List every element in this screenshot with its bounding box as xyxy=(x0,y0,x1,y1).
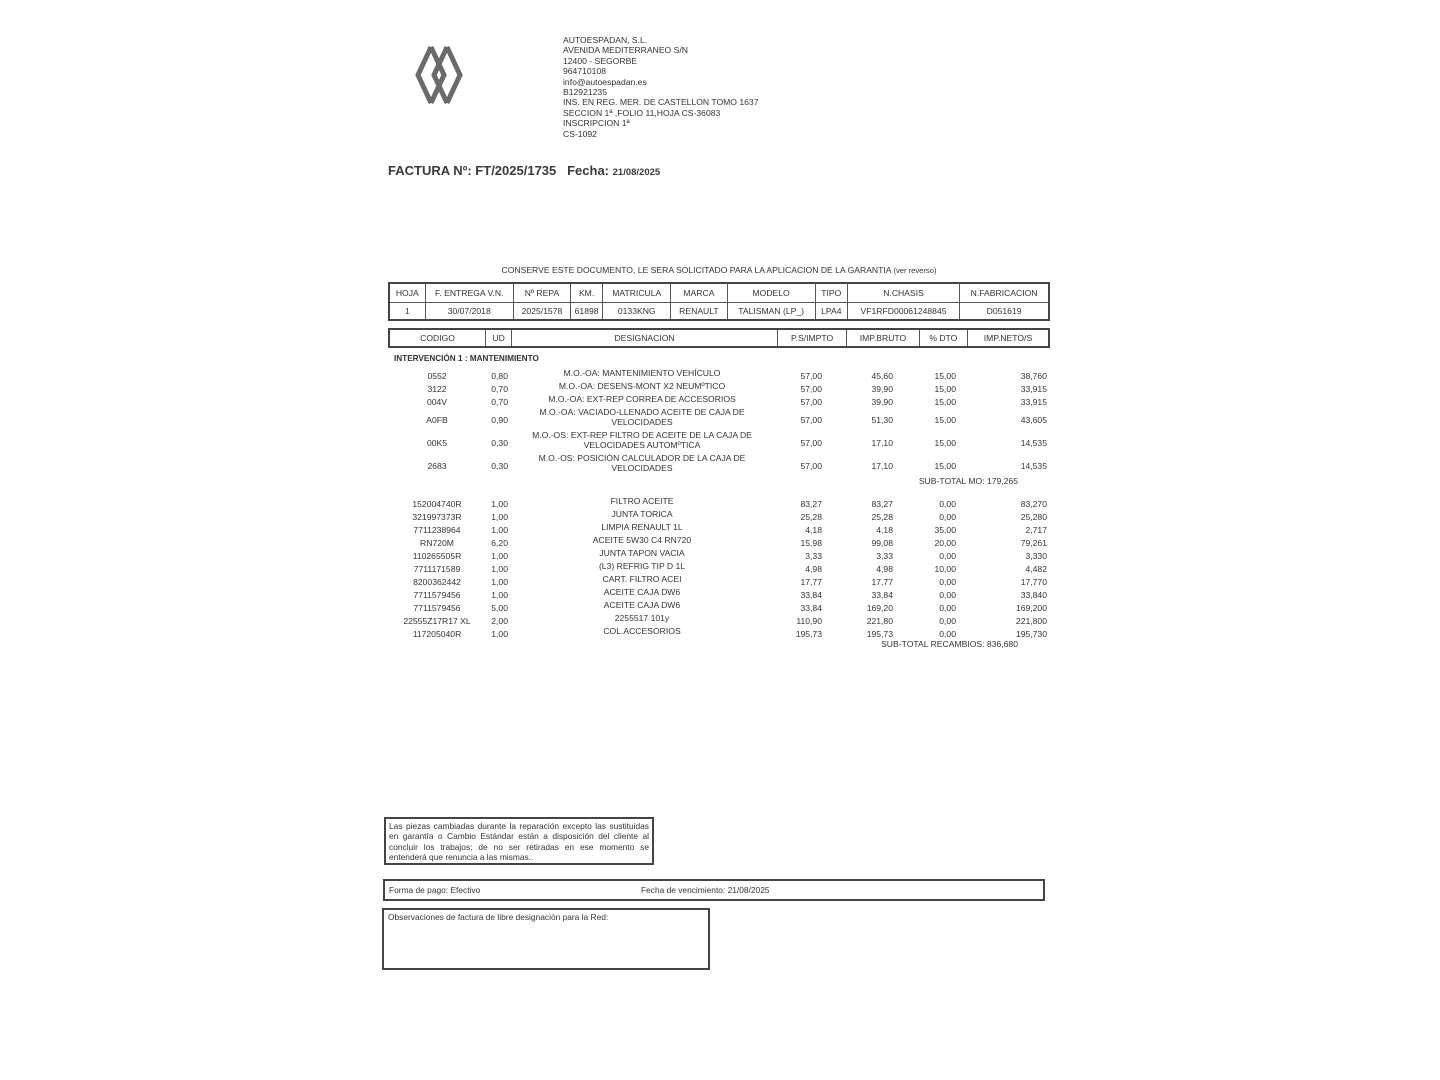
line-units: 1,00 xyxy=(491,563,508,574)
vehicle-table xyxy=(388,282,1050,321)
labour-line xyxy=(388,394,1050,407)
line-unit-price: 57,00 xyxy=(800,370,822,381)
vehicle-value-cell: 2025/1578 xyxy=(513,302,570,320)
observations-box xyxy=(382,908,710,970)
line-net: 25,280 xyxy=(1020,511,1047,522)
line-designation: JUNTA TAPON VACIA xyxy=(599,548,685,558)
vehicle-header-cell: TIPO xyxy=(815,283,847,302)
part-line xyxy=(388,574,1050,587)
line-units: 1,00 xyxy=(491,576,508,587)
vehicle-header-cell: MARCA xyxy=(671,283,727,302)
vehicle-value-cell: RENAULT xyxy=(671,302,727,320)
line-units: 1,00 xyxy=(491,498,508,509)
line-net: 3,330 xyxy=(1025,550,1047,561)
company-info xyxy=(563,35,758,139)
line-designation: ACEITE 5W30 C4 RN720 xyxy=(592,535,692,545)
line-units: 6,20 xyxy=(491,537,508,548)
parts-note-box xyxy=(384,817,654,865)
line-code: 7711579456 xyxy=(413,589,461,600)
payment-method: Forma de pago: Efectivo xyxy=(389,885,481,895)
parts-note-text: Las piezas cambiadas durante la reparación excepto las sustituidas en garantía o Cambio Estándar están a disposición del cliente al concluir los trabajos; de no ser retiradas en ese momento se entenderá que renuncia a las mismas.. xyxy=(389,821,649,863)
vehicle-value-cell: 30/07/2018 xyxy=(425,302,513,320)
vehicle-header-cell: MODELO xyxy=(727,283,815,302)
line-gross: 39,90 xyxy=(871,396,893,407)
line-unit-price: 57,00 xyxy=(800,414,822,425)
labour-line xyxy=(388,453,1050,476)
line-discount: 15,00 xyxy=(934,396,956,407)
line-discount: 0,00 xyxy=(939,498,956,509)
line-gross: 17,10 xyxy=(871,460,893,471)
line-gross: 25,28 xyxy=(871,511,893,522)
invoice-title xyxy=(388,163,660,178)
line-net: 169,200 xyxy=(1015,602,1047,613)
warranty-notice xyxy=(388,265,1050,275)
line-unit-price: 57,00 xyxy=(800,437,822,448)
part-line xyxy=(388,561,1050,574)
line-code: 2683 xyxy=(427,460,447,471)
line-code: 0552 xyxy=(427,370,447,381)
part-line xyxy=(388,587,1050,600)
vehicle-header-cell: MATRICULA xyxy=(603,283,671,302)
line-designation: COL.ACCESORIOS xyxy=(603,626,681,636)
parts-lines xyxy=(388,496,1050,639)
vehicle-value-cell: VF1RFD00061248845 xyxy=(847,302,959,320)
company-line: info@autoespadan.es xyxy=(563,76,647,87)
line-designation: M.O.-OA: MANTENIMIENTO VEHÍCULO xyxy=(563,368,721,378)
line-code: 117205040R xyxy=(412,628,462,639)
vehicle-header-cell: HOJA xyxy=(389,283,425,302)
line-units: 0,30 xyxy=(491,460,508,471)
line-designation: CART. FILTRO ACEI xyxy=(602,574,682,584)
vehicle-header-cell: N.FABRICACION xyxy=(960,283,1049,302)
line-units: 5,00 xyxy=(491,602,508,613)
line-net: 2,717 xyxy=(1025,524,1047,535)
line-unit-price: 110,90 xyxy=(796,615,822,626)
company-line: INS. EN REG. MER. DE CASTELLON TOMO 1637 xyxy=(563,97,759,108)
line-units: 1,00 xyxy=(491,511,508,522)
line-code: 7711579456 xyxy=(413,602,461,613)
line-discount: 0,00 xyxy=(939,511,956,522)
part-line xyxy=(388,509,1050,522)
line-unit-price: 195,73 xyxy=(795,628,822,639)
company-line: SECCION 1ª ,FOLIO 11,HOJA CS-36083 xyxy=(563,107,721,118)
observations-label: Observaciones de factura de libre designación para la Red: xyxy=(388,912,609,922)
renault-logo xyxy=(414,44,464,106)
line-unit-price: 25,28 xyxy=(800,511,822,522)
line-discount: 15,00 xyxy=(934,383,956,394)
line-units: 0,30 xyxy=(491,437,508,448)
line-units: 0,90 xyxy=(491,414,508,425)
warranty-notice-text: CONSERVE ESTE DOCUMENTO, LE SERA SOLICITADO PARA LA APLICACION DE LA GARANTIA xyxy=(501,265,892,275)
part-line xyxy=(388,535,1050,548)
line-gross: 83,27 xyxy=(871,498,893,509)
line-unit-price: 57,00 xyxy=(800,383,822,394)
line-gross: 45,60 xyxy=(871,370,893,381)
line-discount: 0,00 xyxy=(939,589,956,600)
part-line xyxy=(388,522,1050,535)
vehicle-value-cell: LPA4 xyxy=(815,302,847,320)
line-net: 195,730 xyxy=(1015,628,1047,639)
line-designation: JUNTA TORICA xyxy=(611,509,673,519)
line-code: 7711238964 xyxy=(413,524,461,535)
line-designation: 2255517 101y xyxy=(614,613,670,623)
line-discount: 15,00 xyxy=(934,414,956,425)
labour-line xyxy=(388,368,1050,381)
line-unit-price: 3,33 xyxy=(805,550,822,561)
line-designation: M.O.-OA: VACIADO-LLENADO ACEITE DE CAJA DE VELOCIDADES xyxy=(539,407,745,427)
line-units: 1,00 xyxy=(491,589,508,600)
subtotal-parts xyxy=(388,639,1050,653)
line-designation: FILTRO ACEITE xyxy=(610,496,674,506)
column-header-cell: CODIGO xyxy=(389,329,486,347)
line-code: 7711171589 xyxy=(413,563,461,574)
subtotal-mo-text: SUB-TOTAL MO: 179,265 xyxy=(918,476,1018,486)
line-gross: 99,08 xyxy=(871,537,893,548)
line-gross: 195,73 xyxy=(866,628,893,639)
payment-box xyxy=(383,879,1045,901)
line-gross: 169,20 xyxy=(866,602,893,613)
invoice-number: FACTURA Nº: FT/2025/1735 xyxy=(388,163,557,178)
invoice-date-label: Fecha: xyxy=(567,163,610,178)
vehicle-value-cell: D051619 xyxy=(960,302,1049,320)
line-net: 83,270 xyxy=(1020,498,1047,509)
labour-line xyxy=(388,381,1050,394)
line-gross: 33,84 xyxy=(871,589,893,600)
part-line xyxy=(388,600,1050,613)
company-line: AVENIDA MEDITERRANEO S/N xyxy=(563,45,688,56)
line-net: 33,840 xyxy=(1020,589,1047,600)
invoice-lines xyxy=(388,350,1050,653)
line-code: 00K5 xyxy=(426,437,448,448)
line-units: 2,00 xyxy=(491,615,508,626)
section-title: INTERVENCIÓN 1 : MANTENIMIENTO xyxy=(394,354,539,363)
line-code: 22555Z17R17 XL xyxy=(403,615,471,626)
vehicle-value-cell: TALISMAN (LP_) xyxy=(727,302,815,320)
line-code: 152004740R xyxy=(412,498,462,509)
line-units: 1,00 xyxy=(491,550,508,561)
vehicle-values-row xyxy=(389,302,1049,320)
part-line xyxy=(388,626,1050,639)
line-unit-price: 4,98 xyxy=(805,563,822,574)
line-discount: 0,00 xyxy=(939,576,956,587)
line-code: RN720M xyxy=(420,537,454,548)
line-gross: 4,18 xyxy=(876,524,893,535)
company-line: CS-1092 xyxy=(563,128,597,139)
part-line xyxy=(388,613,1050,626)
line-gross: 39,90 xyxy=(871,383,893,394)
line-net: 14,535 xyxy=(1020,460,1047,471)
line-gross: 3,33 xyxy=(876,550,893,561)
labour-line xyxy=(388,407,1050,430)
vehicle-header-cell: N.CHASIS xyxy=(847,283,959,302)
line-unit-price: 4,18 xyxy=(805,524,822,535)
labour-line xyxy=(388,430,1050,453)
vehicle-header-cell: F. ENTREGA V.N. xyxy=(425,283,513,302)
invoice-date: 21/08/2025 xyxy=(612,167,661,178)
lines-header-row xyxy=(389,329,1049,347)
labour-lines xyxy=(388,368,1050,476)
vehicle-header-row xyxy=(389,283,1049,302)
vehicle-value-cell: 1 xyxy=(389,302,425,320)
line-code: 3122 xyxy=(427,383,447,394)
vehicle-value-cell: 61898 xyxy=(571,302,603,320)
line-gross: 221,80 xyxy=(866,615,893,626)
subtotal-parts-text: SUB-TOTAL RECAMBIOS: 836,680 xyxy=(881,639,1018,649)
line-net: 43,605 xyxy=(1020,414,1047,425)
line-units: 1,00 xyxy=(491,524,508,535)
column-header-cell: P.S/IMPTO xyxy=(777,329,846,347)
line-designation: ACEITE CAJA DW6 xyxy=(603,587,681,597)
line-discount: 35,00 xyxy=(934,524,956,535)
line-net: 221,800 xyxy=(1015,615,1047,626)
part-line xyxy=(388,548,1050,561)
vehicle-value-cell: 0133KNG xyxy=(603,302,671,320)
line-discount: 15,00 xyxy=(934,370,956,381)
warranty-notice-small: (ver reverso) xyxy=(893,266,937,275)
line-discount: 20,00 xyxy=(934,537,956,548)
line-gross: 17,10 xyxy=(871,437,893,448)
column-header-cell: IMP.BRUTO xyxy=(847,329,919,347)
lines-header xyxy=(388,328,1050,348)
line-discount: 0,00 xyxy=(939,602,956,613)
part-line xyxy=(388,496,1050,509)
line-units: 0,70 xyxy=(491,383,508,394)
line-designation: (L3) REFRIG TIP D 1L xyxy=(598,561,686,571)
line-discount: 10,00 xyxy=(934,563,956,574)
line-net: 79,261 xyxy=(1020,537,1047,548)
line-net: 17,770 xyxy=(1020,576,1047,587)
line-net: 14,535 xyxy=(1020,437,1047,448)
line-net: 4,482 xyxy=(1025,563,1047,574)
line-gross: 4,98 xyxy=(876,563,893,574)
line-gross: 51,30 xyxy=(871,414,893,425)
line-code: A0FB xyxy=(426,414,448,425)
column-header-cell: IMP.NETO/S xyxy=(967,329,1049,347)
company-line: 12400 - SEGORBE xyxy=(563,55,638,66)
line-code: 004V xyxy=(426,396,448,407)
line-units: 0,70 xyxy=(491,396,508,407)
line-unit-price: 83,27 xyxy=(800,498,822,509)
line-discount: 15,00 xyxy=(934,460,956,471)
vehicle-header-cell: KM. xyxy=(571,283,603,302)
line-discount: 0,00 xyxy=(939,550,956,561)
line-unit-price: 17,77 xyxy=(800,576,822,587)
line-net: 33,915 xyxy=(1020,383,1047,394)
line-units: 1,00 xyxy=(491,628,508,639)
company-line: 964710108 xyxy=(563,66,607,77)
line-units: 0,80 xyxy=(491,370,508,381)
line-unit-price: 57,00 xyxy=(800,460,822,471)
due-date: Fecha de vencimiento: 21/08/2025 xyxy=(641,885,770,895)
vehicle-header-cell: Nº REPA xyxy=(513,283,570,302)
company-line: INSCRIPCION 1ª xyxy=(563,118,630,129)
line-designation: M.O.-OA: DESENS-MONT X2 NEUMºTICO xyxy=(558,381,726,391)
line-net: 38,760 xyxy=(1020,370,1047,381)
company-line: B12921235 xyxy=(563,87,607,98)
line-designation: ACEITE CAJA DW6 xyxy=(603,600,681,610)
line-designation: M.O.-OS: POSICIÓN CALCULADOR DE LA CAJA DE VELOCIDADES xyxy=(538,453,746,473)
line-net: 33,915 xyxy=(1020,396,1047,407)
line-designation: M.O.-OS: EXT-REP FILTRO DE ACEITE DE LA CAJA DE VELOCIDADES AUTOMºTICA xyxy=(532,430,752,450)
line-discount: 0,00 xyxy=(939,628,956,639)
line-discount: 15,00 xyxy=(934,437,956,448)
column-header-cell: DESIGNACION xyxy=(512,329,778,347)
subtotal-mo xyxy=(388,476,1050,490)
line-unit-price: 15,98 xyxy=(800,537,822,548)
company-line: AUTOESPADAN, S.L. xyxy=(563,35,648,45)
line-unit-price: 33,84 xyxy=(800,589,822,600)
line-code: 8200362442 xyxy=(413,576,461,587)
line-designation: LIMPIA RENAULT 1L xyxy=(601,522,683,532)
line-discount: 0,00 xyxy=(939,615,956,626)
column-header-cell: % DTO xyxy=(919,329,967,347)
line-code: 110265505R xyxy=(412,550,462,561)
line-unit-price: 57,00 xyxy=(800,396,822,407)
line-code: 321997373R xyxy=(412,511,462,522)
line-designation: M.O.-OA: EXT-REP CORREA DE ACCESORIOS xyxy=(548,394,736,404)
line-gross: 17,77 xyxy=(871,576,893,587)
column-header-cell: UD xyxy=(486,329,512,347)
line-unit-price: 33,84 xyxy=(800,602,822,613)
